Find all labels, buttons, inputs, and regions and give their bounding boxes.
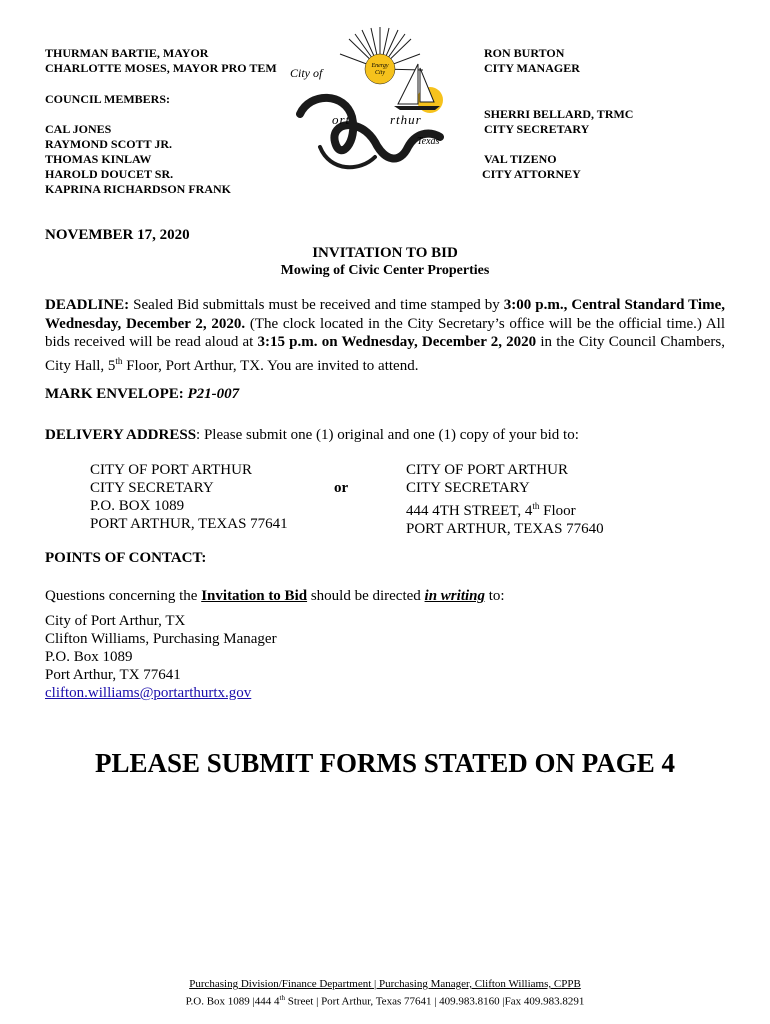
mark-envelope-label: MARK ENVELOPE:: [45, 386, 188, 402]
document-date: NOVEMBER 17, 2020: [45, 227, 190, 243]
sun: [365, 54, 395, 84]
delivery-address-line: [45, 426, 579, 444]
deadline-label: DEADLINE:: [45, 297, 130, 313]
footer-line: [0, 991, 770, 1009]
contact-line: Port Arthur, TX 77641: [45, 667, 181, 683]
contact-text: to:: [485, 588, 505, 604]
logo-arthur: rthur: [390, 112, 422, 127]
footer-line: Purchasing Division/Finance Department | Purchasing Manager, Clifton Williams, CPPB: [189, 978, 581, 990]
mark-envelope-value: P21-007: [187, 386, 240, 402]
address-line: PORT ARTHUR, TEXAS 77641: [90, 516, 288, 532]
document-title: INVITATION TO BID: [312, 245, 458, 261]
official-name: VAL TIZENO: [484, 152, 557, 166]
footer-contact: Street | Port Arthur, Texas 77641 | 409.983.8160 |Fax 409.983.8291: [284, 995, 585, 1008]
address-line: CITY OF PORT ARTHUR: [90, 462, 252, 478]
mark-envelope: [45, 386, 239, 403]
contact-details: [45, 612, 277, 702]
official-title: CITY SECRETARY: [484, 122, 590, 136]
page-footer: [0, 977, 770, 1009]
address-line: PORT ARTHUR, TEXAS 77640: [406, 521, 604, 537]
ordinal-suffix: th: [115, 355, 123, 366]
logo-city-of: City of: [290, 66, 323, 80]
delivery-text: : Please submit one (1) original and one (1) copy of your bid to:: [196, 427, 579, 443]
council-member: THOMAS KINLAW: [45, 152, 152, 166]
contact-question: [45, 587, 505, 605]
address-line: [406, 497, 604, 520]
address-line: CITY SECRETARY: [90, 480, 214, 496]
deadline-paragraph: [45, 296, 725, 375]
contact-line: P.O. Box 1089: [45, 649, 133, 665]
deadline-time: 3:00 p.m., Central Standard Time, Wednesday, December 2, 2020.: [45, 297, 725, 332]
floor-text: Floor: [539, 503, 576, 519]
ordinal-suffix: th: [532, 501, 540, 511]
in-writing-emphasis: in writing: [424, 588, 485, 604]
logo-texas: Texas: [417, 136, 440, 147]
deadline-text: in the City Council Chambers, City Hall, 5: [45, 334, 725, 374]
ordinal-suffix: th: [279, 994, 285, 1002]
city-attorney-block: [484, 152, 581, 182]
contact-email-link[interactable]: clifton.williams@portarthurtx.gov: [45, 685, 252, 701]
address-street-text: 444 4TH STREET, 4: [406, 503, 533, 519]
address-street: [406, 461, 604, 538]
official-title: CITY MANAGER: [484, 61, 580, 75]
contact-label: POINTS OF CONTACT:: [45, 550, 207, 566]
or-separator: or: [334, 480, 349, 496]
contact-line: City of Port Arthur, TX: [45, 613, 186, 629]
invitation-to-bid-emphasis: Invitation to Bid: [201, 588, 308, 604]
bid-opening-time: 3:15 p.m. on Wednesday, December 2, 2020: [257, 334, 537, 350]
mayor-pro-tem-line: CHARLOTTE MOSES, MAYOR PRO TEM: [45, 61, 277, 75]
deadline-text: Floor, Port Arthur, TX. You are invited to attend.: [122, 357, 419, 374]
council-member: KAPRINA RICHARDSON FRANK: [45, 182, 232, 196]
council-member: RAYMOND SCOTT JR.: [45, 137, 173, 151]
logo-port: ort: [332, 112, 351, 127]
council-member: HAROLD DOUCET SR.: [45, 167, 174, 181]
address-line: CITY SECRETARY: [406, 480, 530, 496]
council-members-list: [45, 122, 231, 197]
city-manager-block: [484, 46, 580, 76]
document-subtitle: Mowing of Civic Center Properties: [280, 263, 490, 278]
official-name: RON BURTON: [484, 46, 565, 60]
city-logo: [290, 22, 470, 192]
official-title: CITY ATTORNEY: [482, 167, 581, 181]
address-po-box: [90, 461, 288, 533]
footer-address: P.O. Box 1089 |444 4: [185, 995, 280, 1008]
contact-text: should be directed: [307, 588, 425, 604]
submit-forms-notice: PLEASE SUBMIT FORMS STATED ON PAGE 4: [94, 748, 676, 778]
delivery-label: DELIVERY ADDRESS: [45, 427, 197, 443]
mayor-line: THURMAN BARTIE, MAYOR: [45, 46, 209, 60]
sun-text: City: [375, 70, 385, 76]
council-member: CAL JONES: [45, 122, 112, 136]
deadline-text: (The clock located in the City Secretary’s office will be the official time.) All bids received will be read aloud at: [45, 315, 725, 350]
address-line: P.O. BOX 1089: [90, 498, 185, 514]
deadline-text: Sealed Bid submittals must be received and time stamped by: [129, 297, 504, 313]
city-secretary-block: [484, 107, 633, 137]
address-line: CITY OF PORT ARTHUR: [406, 462, 568, 478]
council-label: COUNCIL MEMBERS:: [45, 92, 171, 106]
contact-text: Questions concerning the: [45, 588, 202, 604]
sun-text: Energy: [371, 63, 389, 69]
official-name: SHERRI BELLARD, TRMC: [484, 107, 634, 121]
contact-line: Clifton Williams, Purchasing Manager: [45, 631, 277, 647]
mayor-block: [45, 46, 277, 76]
